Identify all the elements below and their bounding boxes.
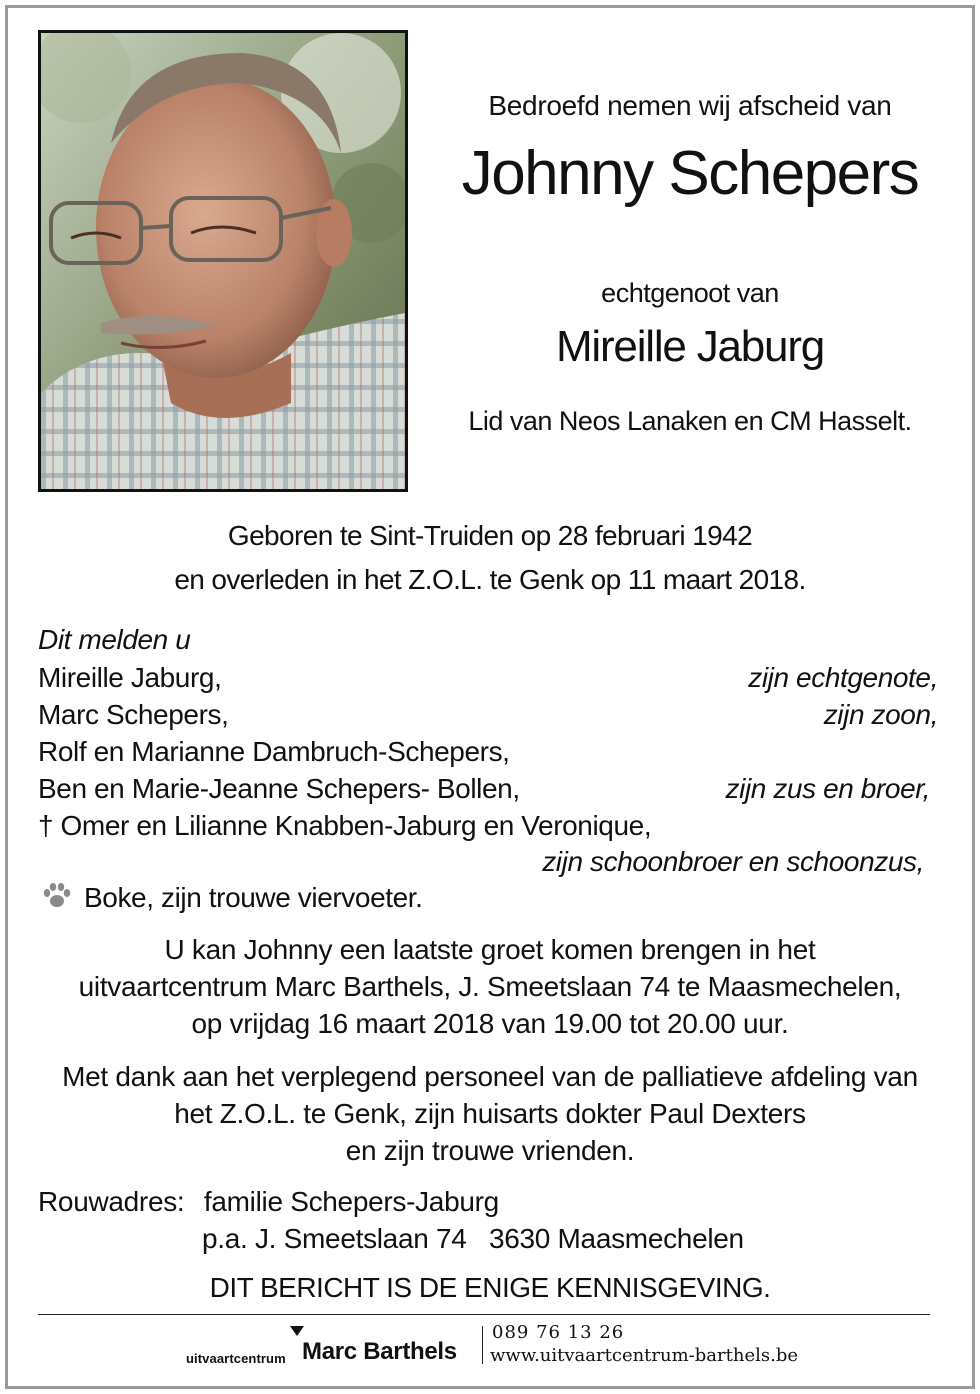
visitation-line: U kan Johnny een laatste groet komen brengen in het [164,934,816,965]
deceased-name: Johnny Schepers [461,139,919,208]
family-intro: Dit melden u [38,624,191,655]
family-member [38,660,938,696]
family-member-name: Ben en Marie-Jeanne Schepers- Bollen, [38,773,520,804]
visitation-text [20,931,960,1042]
family-member-relation: zijn schoonbroer en schoonzus, [542,846,924,877]
visitation-line: uitvaartcentrum Marc Barthels, J. Smeetslaan 74 te Maasmechelen, [78,971,902,1002]
visitation-line: op vrijdag 16 maart 2018 van 19.00 tot 20.00 uur. [191,1008,789,1039]
address-label: Rouwadres: [38,1186,185,1217]
footer-divider [38,1314,930,1315]
family-member-name: Marc Schepers, [38,699,229,730]
family-member-relation: zijn echtgenote, [748,662,938,693]
pet-text: Boke, zijn trouwe viervoeter. [84,882,423,913]
family-member [38,771,938,807]
thanks-line: het Z.O.L. te Genk, zijn huisarts dokter Paul Dexters [174,1098,806,1129]
spouse-name: Mireille Jaburg [555,322,825,371]
family-member-relation: zijn zus en broer, [725,773,930,804]
death-text: en overleden in het Z.O.L. te Genk op 11 maart 2018. [174,564,806,595]
family-member-name: † Omer en Lilianne Knabben-Jaburg en Veronique, [38,810,652,841]
address-street: p.a. J. Smeetslaan 74 3630 Maasmechelen [202,1223,744,1254]
footer-phone: 089 76 13 26 [492,1322,625,1343]
birth-text: Geboren te Sint-Truiden op 28 februari 1942 [227,520,753,551]
family-member-name: Rolf en Marianne Dambruch-Schepers, [38,736,510,767]
membership-text: Lid van Neos Lanaken en CM Hasselt. [468,406,912,436]
spouse-label: echtgenoot van [601,278,779,308]
logo-triangle-icon [290,1326,304,1336]
family-member [38,734,938,770]
family-member [38,697,938,733]
family-member-relation: zijn zoon, [823,699,938,730]
address-family: familie Schepers-Jaburg [203,1186,499,1217]
thanks-line: en zijn trouwe vrienden. [345,1135,635,1166]
footer-separator [482,1326,483,1364]
family-member-name: Mireille Jaburg, [38,662,222,693]
pet-line [42,880,942,919]
family-member [38,808,938,844]
notice-text: DIT BERICHT IS DE ENIGE KENNISGEVING. [209,1272,771,1303]
logo-brand-name: Marc Barthels [302,1338,457,1365]
funeral-home-logo [186,1338,476,1374]
footer-website: www.uitvaartcentrum-barthels.be [490,1345,798,1366]
paw-icon [42,882,72,919]
intro-text: Bedroefd nemen wij afscheid van [488,90,892,121]
portrait-photo [38,30,408,492]
thanks-text [20,1058,960,1169]
logo-small-text: uitvaartcentrum [186,1351,286,1366]
thanks-line: Met dank aan het verplegend personeel van de palliatieve afdeling van [62,1061,918,1092]
address-line-1 [38,1184,938,1220]
